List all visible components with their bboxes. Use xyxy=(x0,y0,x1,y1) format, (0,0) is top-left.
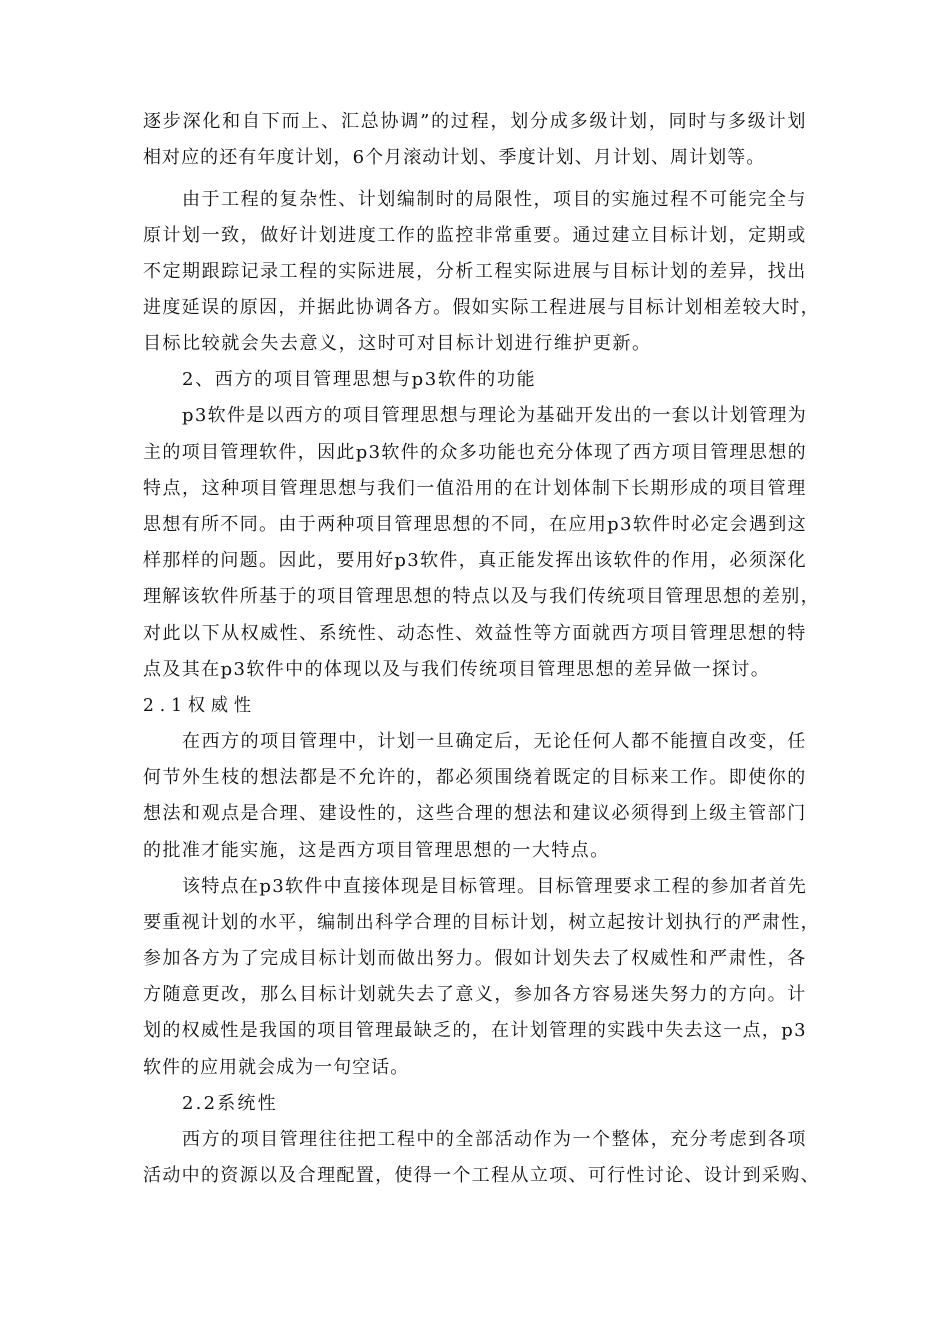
text-line: 逐步深化和自下而上、汇总协调”的过程，划分成多级计划，同时与多级计划 xyxy=(143,111,808,132)
text-line: 要重视计划的水平，编制出科学合理的目标计划，树立起按计划执行的严肃性， xyxy=(143,912,820,933)
text-line: 2.2系统性 xyxy=(182,1093,278,1114)
text-line: 由于工程的复杂性、计划编制时的局限性，项目的实施过程不可能完全与 xyxy=(182,189,807,210)
text-line: 相对应的还有年度计划，6个月滚动计划、季度计划、月计划、周计划等。 xyxy=(143,147,766,168)
text-line: 特点，这种项目管理思想与我们一值沿用的在计划体制下长期形成的项目管理 xyxy=(143,478,807,499)
text-line: 原计划一致，做好计划进度工作的监控非常重要。通过建立目标计划，定期或 xyxy=(143,225,807,246)
text-line: 主的项目管理软件，因此p3软件的众多功能也充分体现了西方项目管理思想的 xyxy=(143,442,807,463)
text-line: 目标比较就会失去意义，这时可对目标计划进行维护更新。 xyxy=(143,333,652,354)
text-line: 在西方的项目管理中，计划一旦确定后，无论任何人都不能擅自改变，任 xyxy=(182,731,807,752)
text-line: 活动中的资源以及合理配置，使得一个工程从立项、可行性讨论、设计到采购、 xyxy=(143,1165,820,1186)
text-line: 点及其在p3软件中的体现以及与我们传统项目管理思想的差异做一探讨。 xyxy=(143,659,771,680)
text-line: 西方的项目管理往往把工程中的全部活动作为一个整体，充分考虑到各项 xyxy=(182,1129,807,1150)
text-line: 理解该软件所基于的项目管理思想的特点以及与我们传统项目管理思想的差别， xyxy=(143,586,820,607)
text-line: 对此以下从权威性、系统性、动态性、效益性等方面就西方项目管理思想的特 xyxy=(143,623,807,644)
text-line: 的批准才能实施，这是西方项目管理思想的一大特点。 xyxy=(143,840,610,861)
text-line: 软件的应用就会成为一句空话。 xyxy=(143,1057,410,1078)
text-line: 想法和观点是合理、建设性的，这些合理的想法和建议必须得到上级主管部门 xyxy=(143,803,807,824)
text-line: 不定期跟踪记录工程的实际进展，分析工程实际进展与目标计划的差异，找出 xyxy=(143,261,807,282)
text-line: 样那样的问题。因此，要用好p3软件，真正能发挥出该软件的作用，必须深化 xyxy=(143,550,807,571)
text-line: 该特点在p3软件中直接体现是目标管理。目标管理要求工程的参加者首先 xyxy=(182,876,808,897)
text-line: 思想有所不同。由于两种项目管理思想的不同，在应用p3软件时必定会遇到这 xyxy=(143,514,807,535)
text-line: 进度延误的原因，并据此协调各方。假如实际工程进展与目标计划相差较大时， xyxy=(143,297,820,318)
text-line: 参加各方为了完成目标计划而做出努力。假如计划失去了权威性和严肃性，各 xyxy=(143,948,807,969)
text-line: 划的权威性是我国的项目管理最缺乏的，在计划管理的实践中失去这一点，p3 xyxy=(143,1020,807,1041)
text-line: p3软件是以西方的项目管理思想与理论为基础开发出的一套以计划管理为 xyxy=(182,405,808,426)
text-line: 方随意更改，那么目标计划就失去了意义，参加各方容易迷失努力的方向。计 xyxy=(143,984,807,1005)
text-line: 2.1权威性 xyxy=(143,695,257,716)
text-line: 2、西方的项目管理思想与p3软件的功能 xyxy=(182,369,537,390)
text-line: 何节外生枝的想法都是不允许的，都必须围绕着既定的目标来工作。即使你的 xyxy=(143,767,807,788)
